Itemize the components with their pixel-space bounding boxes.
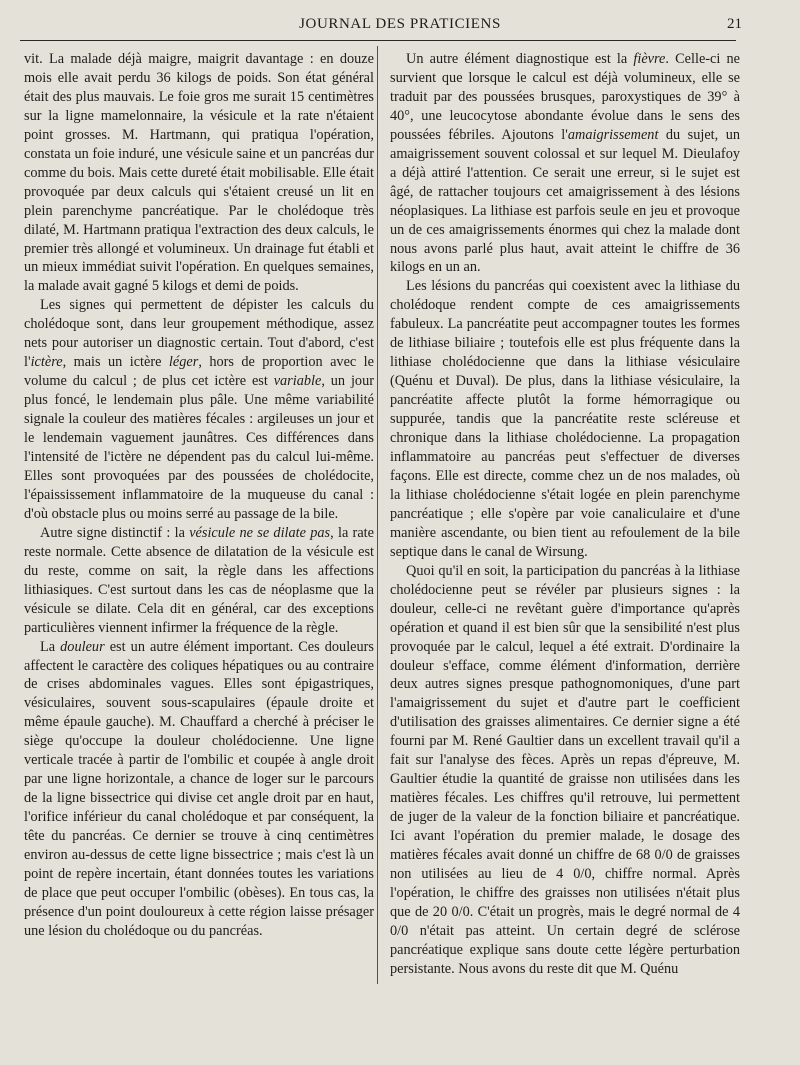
emphasis-light: léger [168, 354, 199, 371]
text-run: , hors de proportion avec le volume du calcul ; de plus cet ictère est [24, 354, 375, 390]
emphasis-pain: douleur [60, 638, 105, 655]
text-run: est un autre élément important. Ces douleurs affectent le caractère des coliques hépatiques ou au contraire de crises abdominales vagues. Elles sont épigastriques, vésiculaires, souvent sous-scapulaires (épaule droite et même épaule gauche). M. Chauffard a cherché à préciser le siège qu'occupe la douleur cholédocienne. Une ligne verticale tracée à partir de l'ombilic et coupée à angle droit par une ligne horizontale, a chance de loger sur le parcours de la ligne bissectrice qui divise cet angle droit par en haut, l'orifice inférieur du canal cholédoque et par conséquent, la tête du pancréas. Ce dernier se trouve à cinq centimètres environ au-dessus de cette ligne bissectrice ; mais c'est là un point de repère incertain, étant données toutes les variations de place que peut occuper l'ombilic (obèses). En tous cas, la présence d'un point douloureux à cette région laisse présager une lésion du cholédoque ou du pancréas. [24, 638, 374, 939]
text-run: , un jour plus foncé, le lendemain plus pâle. Une même variabilité signale la couleur des matières fécales : argileuses un jour et le lendemain vaguement jaunâtres. Ces différences dans l'intensité de l'ictère ne dépendent pas du calcul lui-même. Elles sont provoquées par des poussées de cholédocite, l'épaississement inflammatoire de la muqueuse du canal : d'où obstacle plus ou moins serré au passage de la bile. [24, 373, 374, 522]
header-rule [20, 40, 736, 41]
text-run: du sujet, un amaigrissement souvent colossal et sur lequel M. Dieulafoy a déjà attiré l'attention. Ce serait une erreur, si le sujet est âgé, de rattacher toujours cet amaigrissement à des lésions néoplasiques. La lithiase est parfois seule en jeu et provoque un de ces amaigrissements énormes qui chez la malade dont nous avons parlé plus haut, avait atteint le chiffre de 36 kilogs en un an. [390, 126, 740, 276]
left-column [24, 50, 374, 941]
text-run: Les signes qui permettent de dépister les calculs du cholédoque sont, dans leur groupement méthodique, assez nets pour autoriser un diagnostic certain. Tout d'abord, c'est l' [24, 297, 374, 371]
emphasis-weight-loss: amaigrissement [567, 126, 659, 143]
text-run: , la rate reste normale. Cette absence de dilatation de la vésicule est du reste, comme on sait, la règle dans les affections lithiasiques. C'est surtout dans les cas de néoplasme que la vésicule se dilate. Cela dit en général, car des exceptions particulières viennent infirmer la fréquence de la règle. [24, 524, 374, 636]
column-divider [377, 46, 378, 984]
emphasis-fever: fièvre [633, 51, 666, 67]
paragraph-gallbladder [24, 524, 374, 638]
page-number: 21 [727, 16, 742, 32]
text-run: . Celle-ci ne survient que lorsque le calcul est déjà volumineux, elle se traduit par des poussées brusques, paroxystiques de 39° à 40°, une leucocytose abondante évolue dans le sens des poussées fébriles. Ajoutons l' [390, 51, 740, 143]
paragraph-pancreatic-lesions: Les lésions du pancréas qui coexistent avec la lithiase du cholédoque rendent compte de ces amaigrissements fabuleux. La pancréatite peut accompagner toutes les formes de lithiase biliaire ; toutefois elle est plus fréquente dans la lithiase cholédocienne que dans la lithiase vésiculaire (Quénu et Duval). De plus, dans la lithiase vésiculaire, la pancréatite affecte plutôt la forme hémorragique ou suppurée, tandis que la pancréatite reste scléreuse et chronique dans la lithiase cholédocienne. La propagation inflammatoire au pancréas peut s'effectuer de diverses façons. Elle est directe, comme chez un de nos malades, où la lithiase cholédocienne s'était logée en plein parenchyme pancréatique ; elle s'opère par voie canaliculaire et d'une manière ascendante, ou bien tient au refoulement de la bile septique dans le canal de Wirsung. [390, 278, 740, 560]
journal-title: JOURNAL DES PRATICIENS [299, 16, 501, 32]
running-head [0, 16, 800, 38]
text-run: La [40, 638, 61, 655]
emphasis-variable: variable [273, 373, 322, 390]
text-run: Un autre élément diagnostique est la [406, 51, 634, 67]
emphasis-icterus: ictère [30, 354, 63, 371]
paragraph-pain [24, 638, 374, 941]
paragraph-icterus [24, 296, 374, 523]
text-run: , mais un ictère [62, 354, 169, 371]
emphasis-gallbladder: vésicule ne se dilate pas [189, 524, 331, 541]
paragraph-case-report: vit. La malade déjà maigre, maigrit davantage : en douze mois elle avait perdu 36 kilogs de poids. Son état général était des plus mauvais. Le foie gros me surait 15 centimètres sur la ligne mamelonnaire, la vésicule et la rate n'étaient point grosses. M. Hartmann, qui pratiqua l'opération, constata un foie induré, une vésicule saine et un pancréas dur comme du bois. Mais cette dureté était mobilisable. Elle était provoquée par deux calculs qui s'étaient creusé un lit en plein parenchyme pancréatique. Par le cholédoque très dilaté, M. Hartmann pratiqua l'extraction des deux calculs, le premier très allongé et volumineux. Un drainage fut établi et un mieux immédiat suivit l'opération. En quelques semaines, la malade avait gagné 5 kilogs et demi de poids. [24, 51, 374, 295]
text-run: Autre signe distinctif : la [40, 524, 190, 541]
right-column [390, 50, 740, 979]
paragraph-signs: Quoi qu'il en soit, la participation du pancréas à la lithiase cholédocienne peut se révéler par plusieurs signes : la douleur, celle-ci ne revêtant guère d'importance qu'après opération et quand il est bien sûr que la sensibilité n'est plus provoquée par le calcul, lequel a été extrait. D'ordinaire la douleur s'efface, comme élément d'information, derrière deux autres signes presque pathognomoniques, d'une part l'amaigrissement du sujet et d'autre part le coefficient d'utilisation des graisses alimentaires. Ce dernier signe a été fourni par M. René Gaultier dans un excellent travail qu'il a fait sur l'analyse des fèces. Après un repas d'épreuve, M. Gaultier étudie la quantité de graisse non utilisées dans les matières fécales. Les chiffres qu'il retrouve, lui permettent de juger de la valeur de la fonction biliaire et pancréatique. Ici avant l'opération du premier malade, le dosage des matières fécales avait donné un chiffre de 68 0/0 de graisses non utilisées au lieu de 4 0/0, chiffre normal. Après l'opération, le chiffre des graisses non utilisées n'était plus que de 20 0/0. C'était un progrès, mais le degré normal de 4 0/0 n'était pas atteint. Un certain degré de sclérose pancréatique explique sans doute cette légère perturbation persistante. Nous avons du reste dit que M. Quénu [390, 562, 740, 977]
paragraph-fever [390, 50, 740, 277]
